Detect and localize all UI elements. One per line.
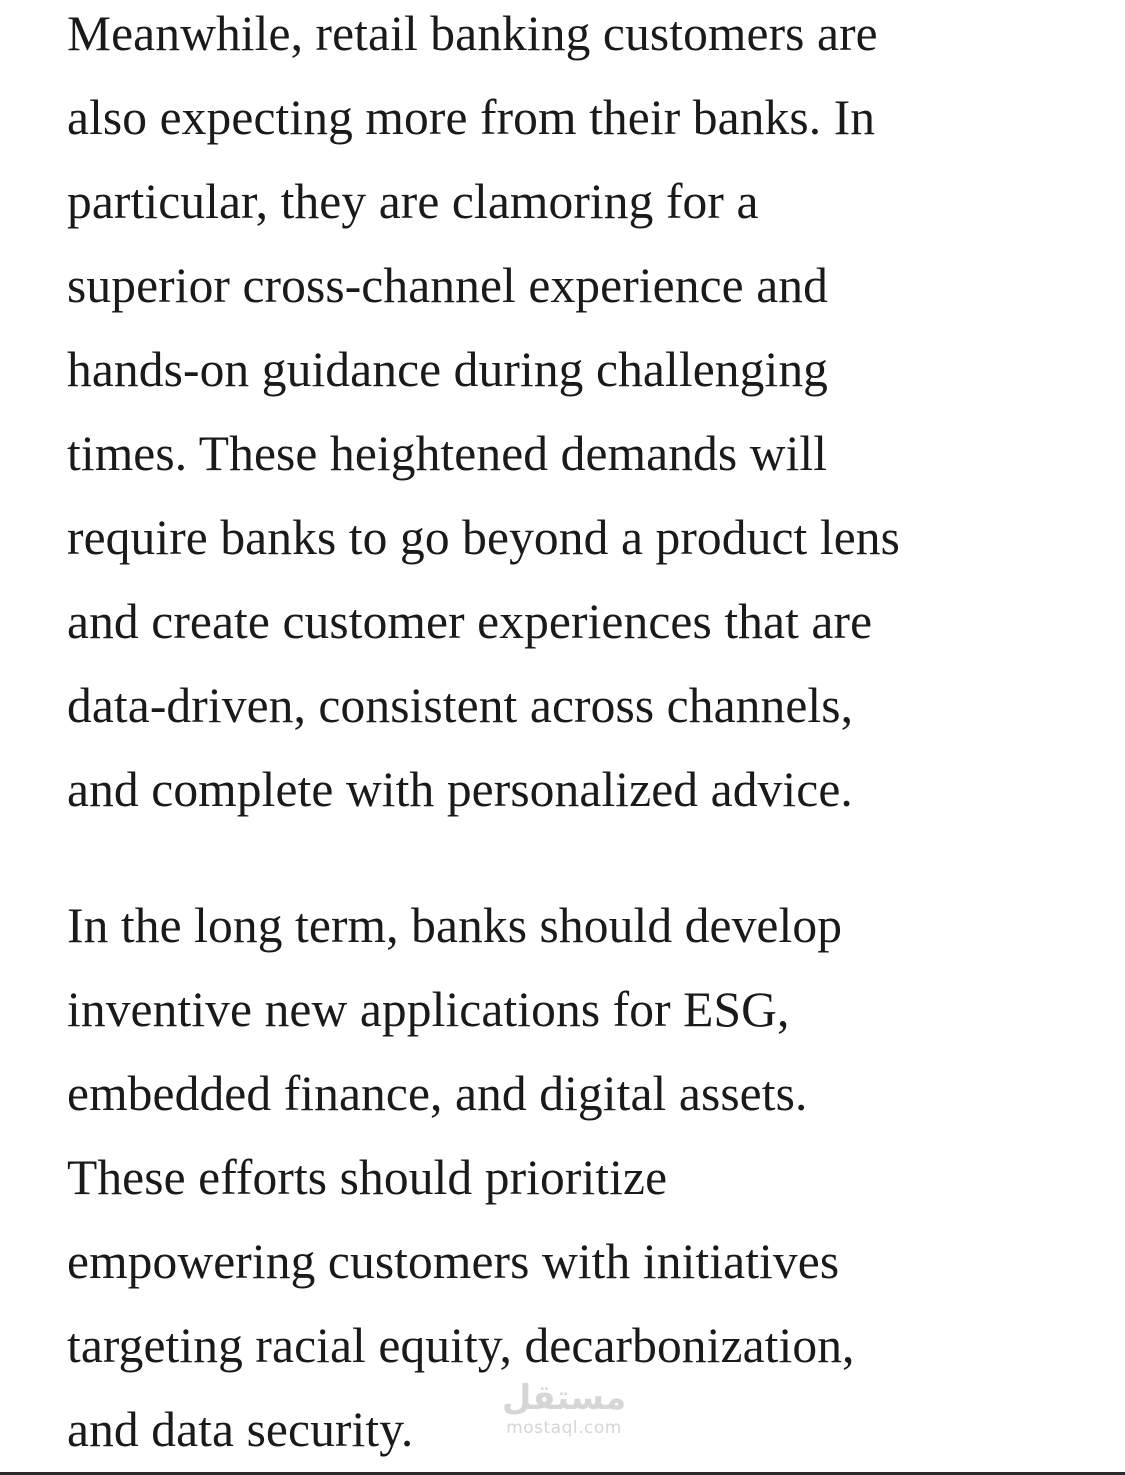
text-line: require banks to go beyond a product lens xyxy=(67,510,901,565)
text-line: times. These heightened demands will xyxy=(67,426,828,481)
text-line: These efforts should prioritize xyxy=(67,1150,668,1205)
text-line: Meanwhile, retail banking customers are xyxy=(67,6,878,61)
text-line: and data security. xyxy=(67,1402,414,1457)
watermark-domain-text: mostaql.com xyxy=(506,1418,622,1438)
text-line: inventive new applications for ESG, xyxy=(67,982,790,1037)
paragraph-retail-banking xyxy=(67,0,900,832)
text-line: superior cross-channel experience and xyxy=(67,258,828,313)
text-line: particular, they are clamoring for a xyxy=(67,174,759,229)
text-line: and create customer experiences that are xyxy=(67,594,873,649)
text-line: targeting racial equity, decarbonization, xyxy=(67,1318,855,1373)
text-line: empowering customers with initiatives xyxy=(67,1234,840,1289)
mostaql-watermark xyxy=(494,1378,634,1444)
paragraph-long-term xyxy=(67,884,855,1472)
text-line: also expecting more from their banks. In xyxy=(67,90,876,145)
text-line: In the long term, banks should develop xyxy=(67,898,843,953)
text-line: embedded finance, and digital assets. xyxy=(67,1066,808,1121)
text-line: and complete with personalized advice. xyxy=(67,762,853,817)
watermark-arabic-text: مستقل xyxy=(501,1378,627,1418)
text-line: hands-on guidance during challenging xyxy=(67,342,829,397)
text-line: data-driven, consistent across channels, xyxy=(67,678,854,733)
